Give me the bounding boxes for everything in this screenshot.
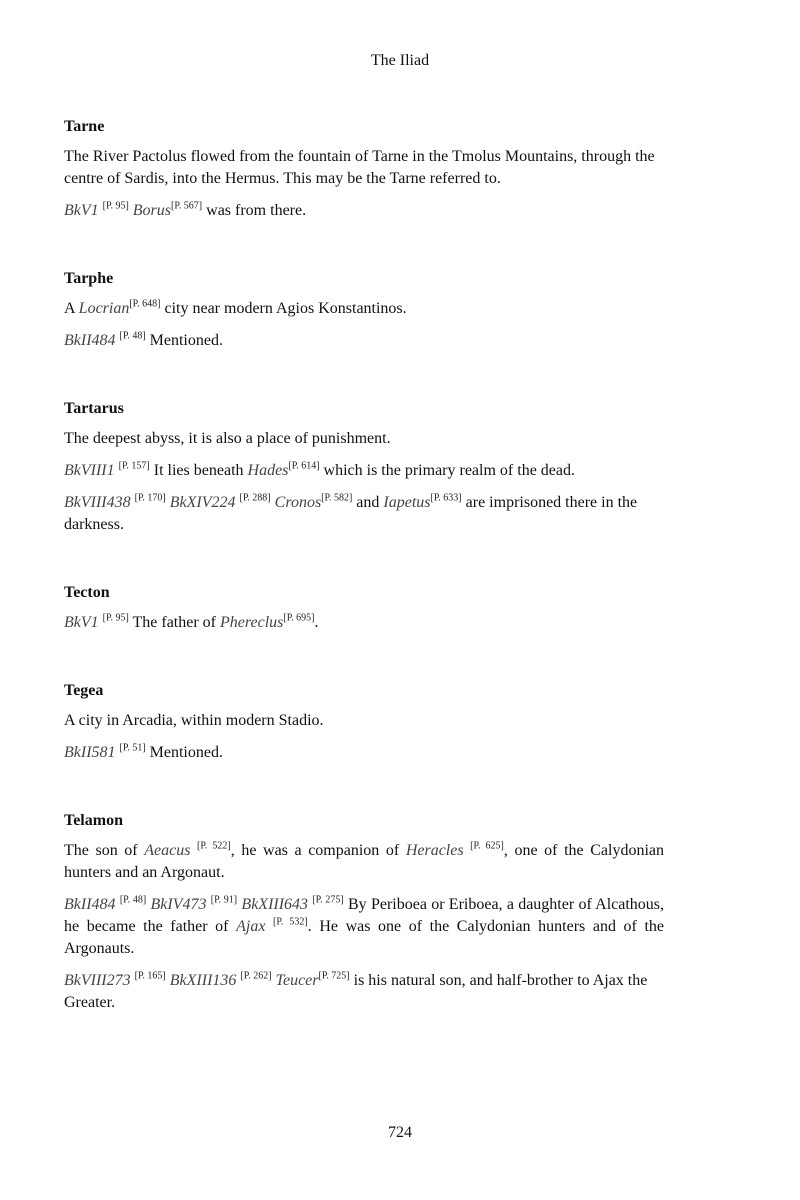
name-link[interactable]: Locrian	[78, 300, 130, 317]
reference-text: Mentioned.	[145, 332, 223, 349]
reference-text: which is the primary realm of the dead.	[319, 462, 575, 479]
page-reference: [P. 522]	[197, 840, 231, 852]
entry-description	[64, 840, 664, 884]
book-reference-link[interactable]: BkII484	[64, 896, 116, 913]
book-reference-link[interactable]: BkII484	[64, 332, 116, 349]
page-reference: [P. 91]	[210, 894, 238, 906]
book-reference-link[interactable]: BkXIII643	[241, 896, 309, 913]
page-reference: [P. 582]	[321, 492, 353, 504]
description-text: A	[64, 300, 79, 317]
glossary-content	[64, 118, 664, 1062]
entry-description	[64, 298, 664, 320]
name-link[interactable]: Borus	[132, 202, 172, 219]
running-header: The Iliad	[370, 52, 430, 69]
entry-reference	[64, 612, 664, 634]
reference-text: By Periboea or Eriboea, a daughter of Alcathous, he became the father of	[64, 896, 665, 935]
page-reference: [P. 262]	[240, 970, 272, 982]
entry-reference	[64, 200, 664, 222]
page-reference: [P. 625]	[470, 840, 504, 852]
name-link[interactable]: Hades	[247, 462, 289, 479]
name-link[interactable]: Aeacus	[144, 842, 191, 859]
page-reference: [P. 633]	[430, 492, 462, 504]
book-reference-link[interactable]: BkIV473	[150, 896, 207, 913]
entry-reference	[64, 460, 664, 482]
book-reference-link[interactable]: BkXIV224	[169, 494, 236, 511]
book-reference-link[interactable]: BkXIII136	[169, 972, 237, 989]
book-reference-link[interactable]: BkV1	[64, 614, 99, 631]
page-reference: [P. 48]	[119, 330, 146, 342]
entry-heading: Tarne	[64, 118, 105, 135]
entry-heading: Telamon	[64, 812, 123, 829]
reference-text: . He was one of the Calydonian hunters and of the Argonauts.	[64, 918, 665, 957]
entry-tartarus	[64, 400, 664, 536]
page-reference: [P. 165]	[134, 970, 166, 982]
page-reference: [P. 648]	[129, 298, 161, 310]
page-reference: [P. 532]	[273, 916, 308, 928]
reference-text: It lies beneath	[149, 462, 248, 479]
name-link[interactable]: Iapetus	[383, 494, 431, 511]
page-reference: [P. 614]	[288, 460, 320, 472]
name-link[interactable]: Heracles	[405, 842, 464, 859]
entry-tarphe	[64, 270, 664, 352]
name-link[interactable]: Teucer	[275, 972, 319, 989]
page-reference: [P. 95]	[102, 200, 129, 212]
page-reference: [P. 288]	[239, 492, 271, 504]
entry-description: The deepest abyss, it is also a place of punishment.	[64, 430, 391, 447]
description-text: The son of	[64, 842, 145, 859]
page-reference: [P. 170]	[134, 492, 166, 504]
description-text: , he was a companion of	[230, 842, 406, 859]
description-text: city near modern Agios Konstantinos.	[160, 300, 407, 317]
reference-text: Mentioned.	[145, 744, 223, 761]
entry-tecton	[64, 584, 664, 634]
name-link[interactable]: Ajax	[236, 918, 266, 935]
entry-description: The River Pactolus flowed from the fountain of Tarne in the Tmolus Mountains, through the centre of Sardis, into the Hermus. This may be the Tarne referred to.	[64, 148, 655, 187]
page-reference: [P. 695]	[283, 612, 315, 624]
name-link[interactable]: Cronos	[274, 494, 322, 511]
page-reference: [P. 275]	[312, 894, 344, 906]
entry-heading: Tarphe	[64, 270, 114, 287]
entry-telamon	[64, 812, 664, 1014]
entry-tarne	[64, 118, 664, 222]
book-reference-link[interactable]: BkII581	[64, 744, 116, 761]
book-reference-link[interactable]: BkV1	[64, 202, 99, 219]
entry-reference	[64, 742, 664, 764]
page-reference: [P. 95]	[102, 612, 129, 624]
entry-reference	[64, 492, 664, 536]
page-reference: [P. 157]	[118, 460, 150, 472]
page-reference: [P. 725]	[318, 970, 350, 982]
entry-reference	[64, 330, 664, 352]
book-reference-link[interactable]: BkVIII1	[64, 462, 115, 479]
description-text: , one of the Calydonian hunters and an Argonaut.	[64, 842, 665, 881]
reference-text: and	[352, 494, 384, 511]
book-reference-link[interactable]: BkVIII273	[64, 972, 131, 989]
reference-text: are imprisoned there in the darkness.	[64, 494, 638, 533]
page-number: 724	[388, 1124, 412, 1141]
entry-heading: Tecton	[64, 584, 110, 601]
entry-heading: Tegea	[64, 682, 104, 699]
name-link[interactable]: Phereclus	[220, 614, 284, 631]
page-reference: [P. 51]	[119, 742, 146, 754]
reference-text: was from there.	[202, 202, 307, 219]
reference-text: The father of	[128, 614, 220, 631]
page-reference: [P. 567]	[171, 200, 203, 212]
reference-text: .	[314, 614, 319, 631]
reference-text: is his natural son, and half-brother to Ajax the Greater.	[64, 972, 648, 1011]
entry-description: A city in Arcadia, within modern Stadio.	[64, 712, 324, 729]
entry-heading: Tartarus	[64, 400, 124, 417]
page-reference: [P. 48]	[119, 894, 147, 906]
entry-tegea	[64, 682, 664, 764]
entry-reference	[64, 894, 664, 960]
entry-reference	[64, 970, 664, 1014]
book-reference-link[interactable]: BkVIII438	[64, 494, 131, 511]
